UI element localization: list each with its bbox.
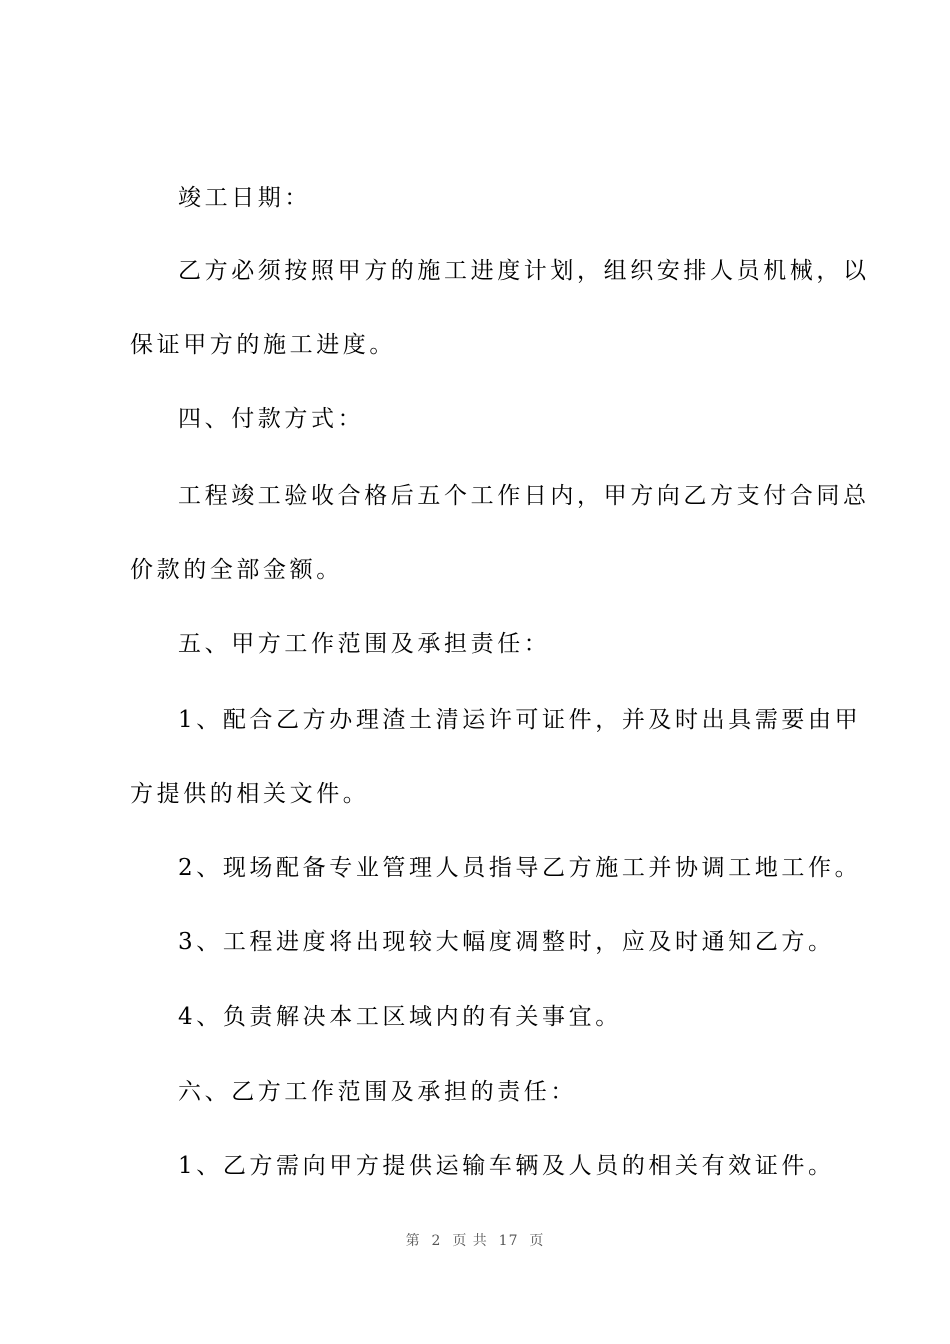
section-heading-party-a: 五、甲方工作范围及承担责任： — [178, 631, 551, 657]
paragraph-payment-line-1: 工程竣工验收合格后五个工作日内，甲方向乙方支付合同总 — [178, 483, 870, 509]
section-heading-party-b: 六、乙方工作范围及承担的责任： — [178, 1079, 577, 1105]
page-number-footer: 第 2 页 共 17 页 — [405, 1233, 545, 1249]
list-item-a4: 4、负责解决本工区域内的有关事宜。 — [178, 1004, 622, 1030]
list-item-a3: 3、工程进度将出现较大幅度凋整时，应及时通知乙方。 — [178, 929, 835, 955]
section-heading-payment: 四、付款方式： — [178, 406, 365, 432]
list-item-a1-line-1: 1、配合乙方办理渣土清运许可证件，并及时出具需要由甲 — [178, 707, 862, 733]
list-item-a2: 2、现场配备专业管理人员指导乙方施工并协调工地工作。 — [178, 855, 862, 881]
paragraph-payment-line-2: 价款的全部金额。 — [130, 557, 343, 583]
paragraph-schedule-line-2: 保证甲方的施工进度。 — [130, 332, 396, 358]
list-item-a1-line-2: 方提供的相关文件。 — [130, 781, 370, 807]
paragraph-schedule-line-1: 乙方必须按照甲方的施工进度计划，组织安排人员机械，以 — [178, 258, 870, 284]
list-item-b1: 1、乙方需向甲方提供运输车辆及人员的相关有效证件。 — [178, 1153, 835, 1179]
paragraph-completion-date: 竣工日期： — [178, 185, 311, 211]
